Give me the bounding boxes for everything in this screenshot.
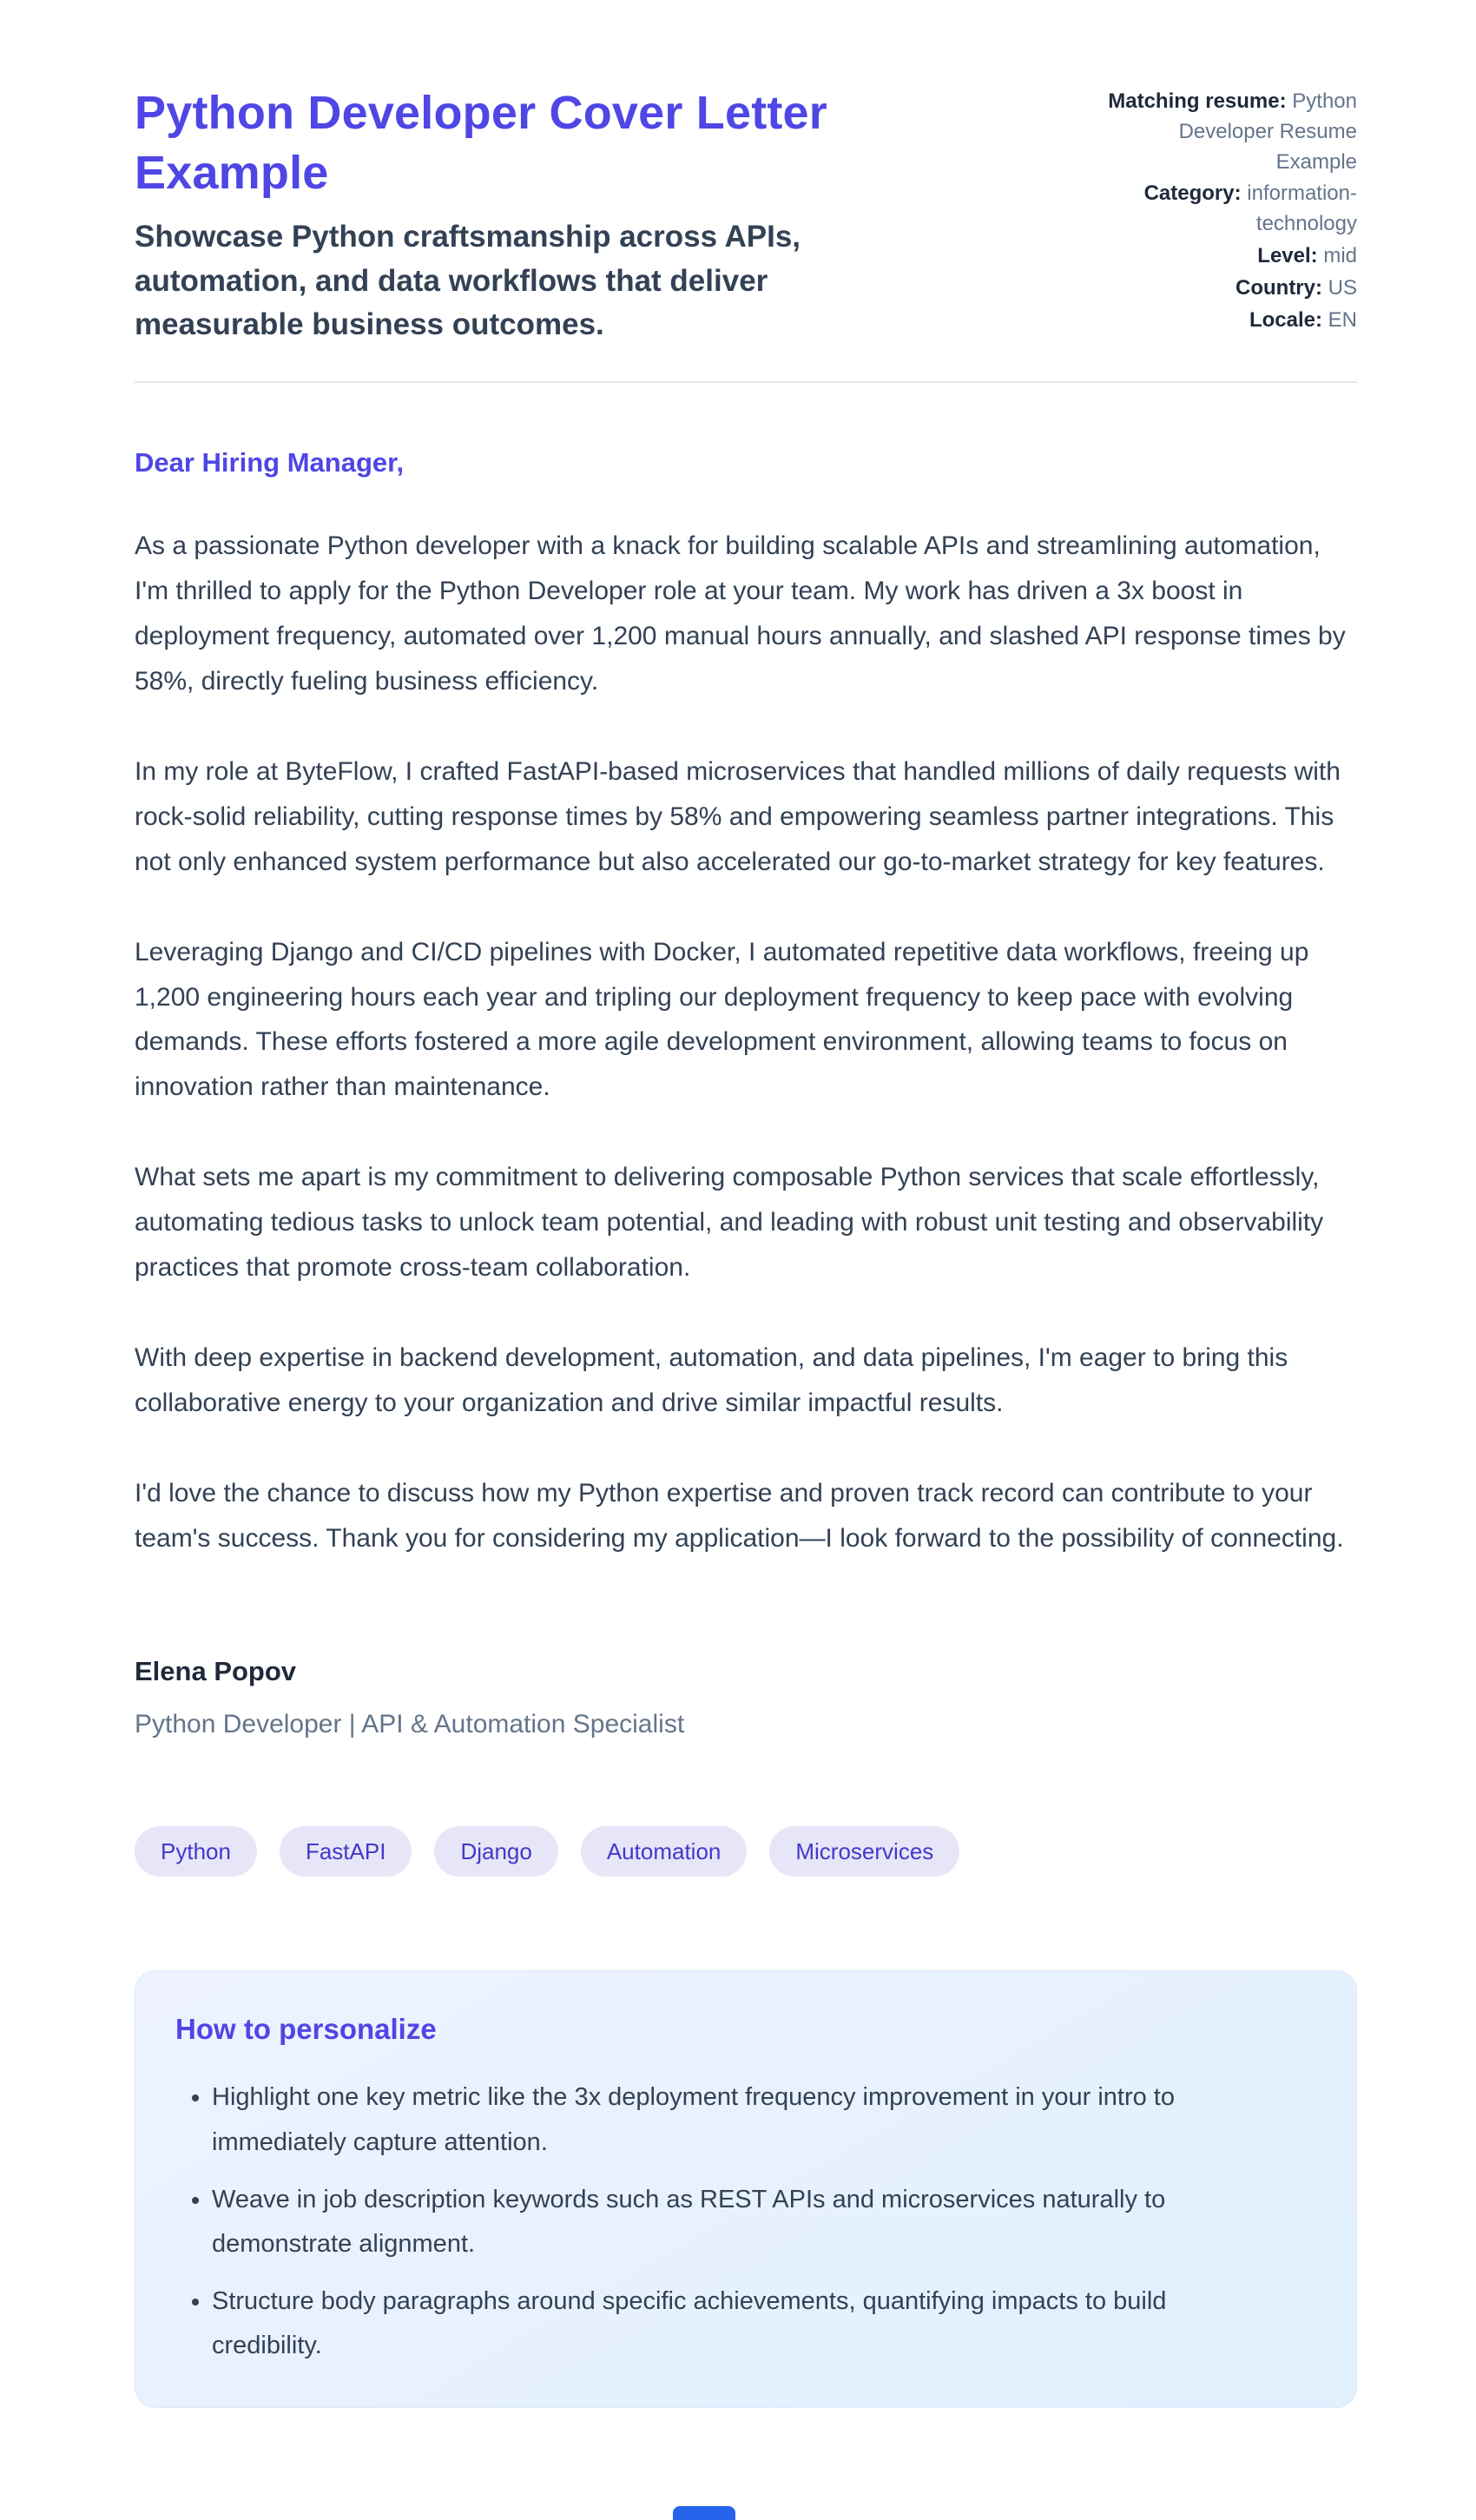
tip-item: • Weave in job description keywords such as REST APIs and microservices naturally to demonstrate alignment. (212, 2178, 1280, 2267)
meta-value: Python Developer Resume Example (1178, 89, 1357, 174)
meta-row-level (1097, 241, 1357, 272)
tips-title: How to personalize (175, 2013, 437, 2046)
tag-fastapi: FastAPI (280, 1826, 412, 1877)
letter-paragraph: I'd love the chance to discuss how my Python expertise and proven track record can contribute to your team's success. Thank you for considering my application—I look forward to the possibility of connecting. (135, 1478, 1344, 1553)
meta-panel (1097, 83, 1357, 337)
meta-value: information-technology (1247, 181, 1357, 236)
meta-label: Level: (1257, 243, 1318, 267)
letter-paragraph: As a passionate Python developer with a knack for building scalable APIs and streamlining automation, I'm thrilled to apply for the Python Developer role at your team. My work has driven a 3x boost in deployment frequency, automated over 1,200 manual hours annually, and slashed API response times by 58%, directly fueling business efficiency. (135, 531, 1346, 696)
meta-value: EN (1328, 307, 1357, 332)
letter-greeting: Dear Hiring Manager, (135, 447, 405, 478)
tip-item: • Structure body paragraphs around specific achievements, quantifying impacts to build credibility. (212, 2279, 1280, 2369)
header-divider (135, 381, 1357, 383)
letter-paragraph: What sets me apart is my commitment to delivering composable Python services that scale effortlessly, automating tedious tasks to unlock team potential, and leading with robust unit testing and observability practices that promote cross-team collaboration. (135, 1163, 1324, 1282)
meta-label: Locale: (1249, 307, 1322, 332)
meta-label: Matching resume: (1108, 89, 1287, 113)
meta-value: US (1328, 275, 1357, 300)
letter-body (135, 447, 1357, 2408)
tips-card (135, 1970, 1357, 2408)
header-left (135, 83, 933, 346)
letter-paragraph: Leveraging Django and CI/CD pipelines with Docker, I automated repetitive data workflows, freeing up 1,200 engineering hours each year and tripling our deployment frequency to keep pace with evolving demands. These efforts fostered a more agile development environment, allowing teams to focus on innovation rather than maintenance. (135, 937, 1309, 1102)
tag-microservices: Microservices (769, 1826, 959, 1877)
meta-label: Country: (1235, 275, 1322, 300)
meta-row-matching-resume (1097, 87, 1357, 177)
tag-django: Django (434, 1826, 557, 1877)
page-title: Python Developer Cover Letter Example (135, 87, 828, 200)
meta-row-country (1097, 274, 1357, 304)
skill-tags (135, 1826, 1357, 1877)
meta-row-locale (1097, 306, 1357, 336)
tips-list (175, 2075, 1311, 2369)
signature-title: Python Developer | API & Automation Specialist (135, 1710, 685, 1739)
footer-partial-element (673, 2506, 735, 2520)
tag-python: Python (135, 1826, 257, 1877)
tip-item: • Highlight one key metric like the 3x deployment frequency improvement in your intro to immediately capture attention. (212, 2075, 1280, 2165)
meta-row-category (1097, 179, 1357, 240)
meta-value: mid (1323, 243, 1357, 267)
header (135, 83, 1357, 346)
tag-automation: Automation (581, 1826, 748, 1877)
letter-paragraph: With deep expertise in backend development, automation, and data pipelines, I'm eager to bring this collaborative energy to your organization and drive similar impactful results. (135, 1342, 1288, 1417)
meta-label: Category: (1143, 181, 1242, 206)
letter-paragraph: In my role at ByteFlow, I crafted FastAPI-based microservices that handled millions of daily requests with rock-solid reliability, cutting response times by 58% and empowering seamless partner integrations. This not only enhanced system performance but also accelerated our go-to-market strategy for key features. (135, 756, 1341, 876)
page-subtitle: Showcase Python craftsmanship across APIs, automation, and data workflows that deliver measurable business outcomes. (135, 220, 801, 341)
signature-name: Elena Popov (135, 1656, 297, 1687)
